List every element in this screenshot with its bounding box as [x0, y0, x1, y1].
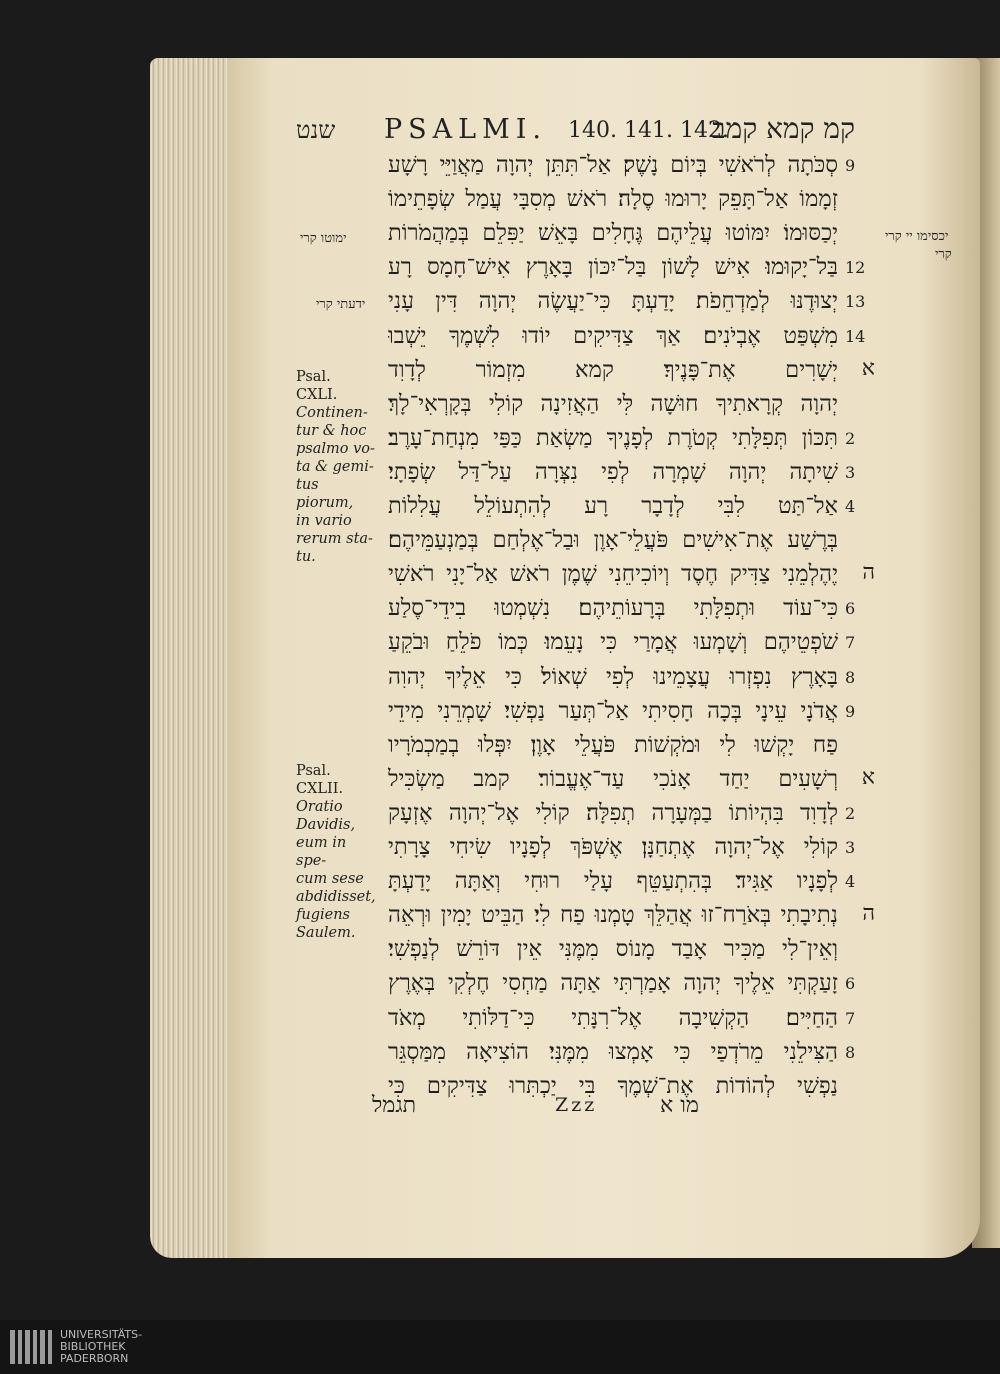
text-line: נְתִיבָתִי בְּאֹרַח־זוּ אֲהַלֵּךְ טָמְנוּ פַח לִי׃ הַבֵּיט יָמִין וּרְאֵה: [388, 902, 838, 928]
verse-number: ה: [862, 560, 875, 585]
note-line: in vario: [296, 513, 352, 529]
note-line: tur & hoc: [296, 423, 367, 439]
verse-number: 2: [845, 429, 856, 448]
text-line: בַּל־יָקוּמוּ׃ אִישׁ לָשׁוֹן בַּל־יִכּוֹן בָּאָרֶץ אִישׁ־חָמָס רָע: [388, 254, 838, 280]
verse-number: 8: [845, 668, 856, 687]
verse-number: 12: [845, 258, 866, 277]
text-line: זָעַקְתִּי אֵלֶיךָ יְהוָה אָמַרְתִּי אַתָּה מַחְסִי חֶלְקִי בְּאֶרֶץ: [388, 970, 838, 996]
verse-number: 7: [845, 633, 856, 652]
verse-number: 8: [845, 1043, 856, 1062]
verse-number: 6: [845, 974, 856, 993]
text-line: זְמָמוֹ אַל־תָּפֵק יָרוּמוּ סֶלָה׃ רֹאשׁ מְסִבָּי עֲמַל שְׂפָתֵימוֹ: [388, 186, 838, 212]
note-line: psalmo vo-: [296, 441, 375, 457]
verse-number: 2: [845, 804, 856, 823]
psalm-142-note: [296, 762, 376, 942]
catchword-left: תגמל: [372, 1093, 417, 1118]
verse-number: 4: [845, 497, 856, 516]
note-line: rerum sta-: [296, 531, 373, 547]
text-line: תִּכּוֹן תְּפִלָּתִי קְטֹרֶת לְפָנֶיךָ מַשְׂאַת כַּפַּי מִנְחַת־עָרֶב׃: [388, 425, 838, 451]
verse-number: ה: [862, 901, 875, 926]
verse-number: 9: [845, 702, 856, 721]
text-line: רְשָׁעִים יַחַד אָנֹכִי עַד־אֶעֱבוֹר׃ קמב מַשְׂכִּיל: [388, 766, 838, 792]
note-line: ta & gemi-: [296, 459, 374, 475]
text-line: פַח יָקְשׁוּ לִי וּמֹקְשׁוֹת פֹּעֲלֵי אָוֶן׃ יִפְּלוּ בְמַכְמֹרָיו: [388, 732, 838, 758]
note-line: cum sese: [296, 871, 364, 887]
note-line: fugiens: [296, 907, 350, 923]
text-line: כִּי־עוֹד וּתְפִלָּתִי בְּרָעוֹתֵיהֶם׃ נִשְׁמְטוּ בִידֵי־סֶלַע: [388, 595, 838, 621]
library-logo-icon: [10, 1330, 52, 1364]
library-name-line: PADERBORN: [60, 1352, 129, 1365]
verse-number: א: [861, 765, 875, 790]
text-line: אַל־תַּט לִבִּי לְדָבָר רָע לְהִתְעוֹלֵל עֲלִלוֹת: [388, 493, 838, 519]
text-line: יְשָׁרִים אֶת־פָּנֶיךָ׃ קמא מִזְמוֹר לְדָוִד: [388, 357, 838, 383]
library-name: [60, 1329, 142, 1365]
note-line: tu.: [296, 549, 316, 565]
text-line: הַצִּילֵנִי מֵרֹדְפַי כִּי אָמְצוּ מִמֶּנִּי׃ הוֹצִיאָה מִמַּסְגֵּר: [388, 1039, 838, 1065]
library-name-line: UNIVERSITÄTS-: [60, 1328, 143, 1341]
running-head-hebrew-right: קמ קמא קמב: [712, 112, 855, 145]
text-line: שִׁיתָה יְהוָה שָׁמְרָה לְפִי נִצְּרָה עַל־דַּל שְׂפָתָי׃: [388, 459, 838, 485]
margin-note-qere-left: ימוטו קרי: [300, 231, 347, 246]
verse-number: 6: [845, 599, 856, 618]
verse-number: 13: [845, 292, 866, 311]
margin-note-qere-left-2: ידעתי קרי: [316, 297, 366, 312]
running-head-hebrew-left: שנט: [296, 116, 336, 144]
text-line: מִשְׁפַּט אֶבְיֹנִים׃ אַךְ צַדִּיקִים יוֹדוּ לִשְׁמֶךָ יֵשְׁבוּ: [388, 323, 838, 349]
psalm-141-note: [296, 368, 376, 566]
verse-number: 7: [845, 1009, 856, 1028]
library-name-line: BIBLIOTHEK: [60, 1340, 126, 1353]
text-line: לְפָנָיו אַגִּיד׃ בְּהִתְעַטֵּף עָלַי רוּחִי וְאַתָּה יָדַעְתָּ: [388, 868, 838, 894]
text-line: בְּרֶשַׁע אֶת־אִישִׁים פֹּעֲלֵי־אָוֶן וּבַל־אֶלְחַם בְּמַנְעַמֵּיהֶם׃: [388, 527, 838, 553]
text-line: סְכֹּתָה לְרֹאשִׁי בְּיוֹם נָשֶׁק׃ אַל־תִּתֵּן יְהוָה מַאֲוַיֵּי רָשָׁע: [388, 152, 838, 178]
text-line: שֹׁפְטֵיהֶם וְשָׁמְעוּ אֲמָרַי כִּי נָעֵמוּ׃ כְּמוֹ פֹלֵחַ וּבֹקֵעַ: [388, 629, 838, 655]
note-line: Davidis,: [296, 817, 356, 833]
signature-mark: Zzz: [555, 1094, 598, 1116]
note-line: tus piorum,: [296, 477, 354, 511]
psalm-142-note-head: Psal. CXLII.: [296, 763, 344, 797]
text-line: קוֹלִי אֶל־יְהוָה אֶתְחַנָּן׃ אֶשְׁפֹּךְ לְפָנָיו שִׂיחִי צָרָתִי: [388, 834, 838, 860]
library-footer-bar: [0, 1320, 1000, 1374]
margin-note-qere-right: יכסימו יי קרי: [885, 229, 949, 244]
note-line: Continen-: [296, 405, 368, 421]
verse-number: 9: [845, 156, 856, 175]
text-line: וְאֵין־לִי מַכִּיר אָבַד מָנוֹס מִמֶּנִּי אֵין דּוֹרֵשׁ לְנַפְשִׁי׃: [388, 936, 838, 962]
text-line: יְהוָה קְרָאתִיךָ חוּשָׁה לִּי הַאֲזִינָה קוֹלִי בְּקָרְאִי־לָךְ׃: [388, 391, 838, 417]
text-line: יְכַסּוּמוֹ׃ יִמּוֹטוּ עֲלֵיהֶם גֶּחָלִים בָּאֵשׁ יַפִּלֵם בְּמַהֲמֹרוֹת: [388, 220, 838, 246]
text-line: לְדָוִד בִּהְיוֹתוֹ בַמְּעָרָה תְפִלָּה׃ קוֹלִי אֶל־יְהוָה אֶזְעָק: [388, 800, 838, 826]
psalm-141-note-head: Psal. CXLI.: [296, 369, 338, 403]
note-line: Oratio: [296, 799, 343, 815]
text-line: יֶהֶלְמֵנִי צַדִּיק חֶסֶד וְיוֹכִיחֵנִי שֶׁמֶן רֹאשׁ אַל־יָנִי רֹאשִׁי: [388, 561, 838, 587]
note-line: Saulem.: [296, 925, 356, 941]
text-line: יְצוּדֶנּוּ לְמַדְחֵפֹת׃ יָדַעְתָּ כִּי־יַעֲשֶׂה יְהוָה דִּין עָנִי: [388, 288, 838, 314]
verse-number: 3: [845, 838, 856, 857]
verse-number: 14: [845, 327, 866, 346]
page-edges: [150, 58, 238, 1258]
running-head-psalm-numbers: 140. 141. 142.: [568, 118, 729, 143]
text-line: נַפְשִׁי לְהוֹדוֹת אֶת־שְׁמֶךָ בִּי יַכְתִּרוּ צַדִּיקִים כִּי: [388, 1073, 838, 1099]
catchword-right: מו א: [660, 1093, 699, 1118]
running-head-title: PSALMI.: [384, 114, 547, 145]
margin-note-qere-right-2: קרי: [935, 247, 952, 262]
verse-number: א: [861, 356, 875, 381]
verse-number: 4: [845, 872, 856, 891]
note-line: abdidisset,: [296, 889, 376, 905]
text-line: בָּאָרֶץ נִפְזְרוּ עֲצָמֵינוּ לְפִי שְׁאוֹל׃ כִּי אֵלֶיךָ יְהוִה: [388, 664, 838, 690]
verse-number: 3: [845, 463, 856, 482]
text-line: אֲדֹנָי עֵינָי בְּכָה חָסִיתִי אַל־תְּעַר נַפְשִׁי׃ שָׁמְרֵנִי מִידֵי: [388, 698, 838, 724]
text-line: הַחַיִּים׃ הַקְשִׁיבָה אֶל־רִנָּתִי כִּי־דַלּוֹתִי מְאֹד: [388, 1005, 838, 1031]
note-line: eum in spe-: [296, 835, 347, 869]
